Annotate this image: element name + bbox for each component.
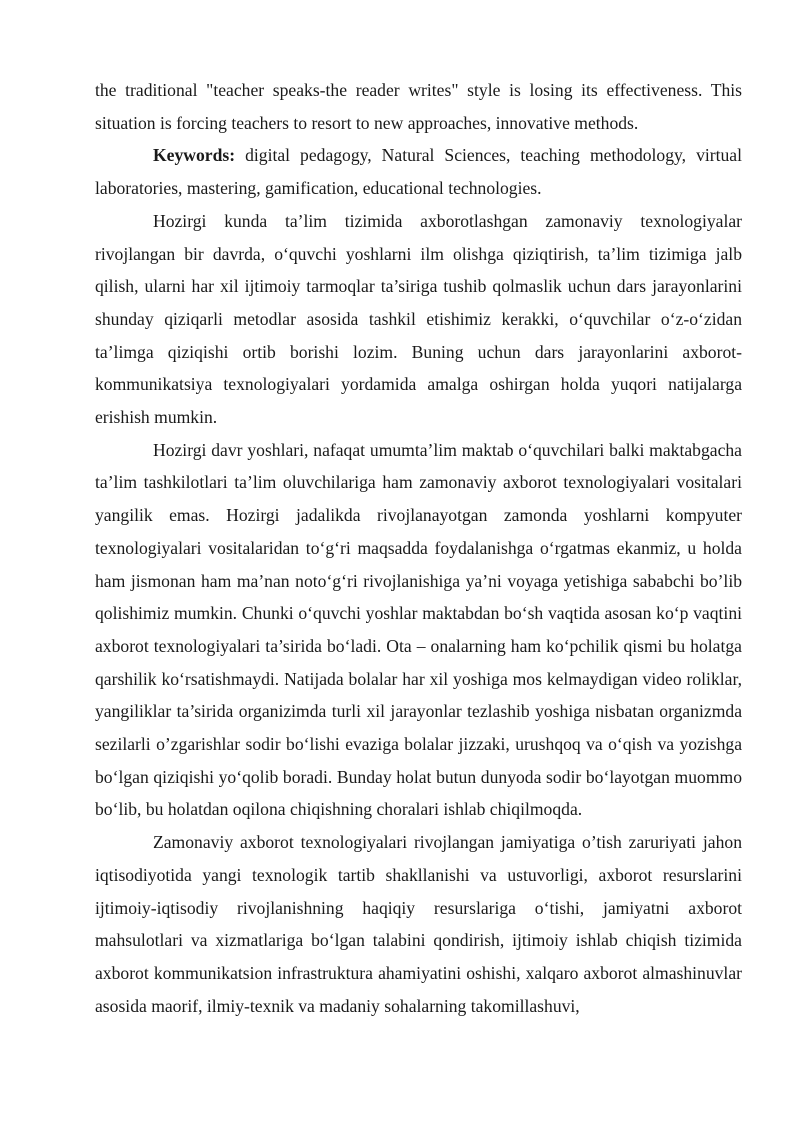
paragraph-body-1: Hozirgi kunda ta’lim tizimida axborotlashgan zamonaviy texnologiyalar rivojlangan bir davrda, o‘quvchi yoshlarni ilm olishga qiziqtirish, ta’lim tizimiga jalb qilish, ularni har xil ijtimoiy tarmoqlar ta’siriga tushib qolmaslik uchun dars jarayonlarini shunday qiziqarli metodlar asosida tashkil etishimiz kerakki, o‘quvchilar o‘z-o‘zidan ta’limga qiziqishi ortib borishi lozim. Buning uchun dars jarayonlarini axborot-kommunikatsiya texnologiyalari yordamida amalga oshirgan holda yuqori natijalarga erishish mumkin. [95,210,742,428]
keywords-label: Keywords: [153,145,236,166]
keywords-text: digital pedagogy, Natural Sciences, teaching methodology, virtual laboratories, mastering, gamification, educational technologies. [95,145,742,199]
paragraph-body-3: Zamonaviy axborot texnologiyalari rivojlangan jamiyatiga o’tish zaruriyati jahon iqtisodiyotida yangi texnologik tartib shakllanishi va ustuvorligi, axborot resurslarini ijtimoiy-iqtisodiy rivojlanishning haqiqiy resurslariga o‘tishi, jamiyatni axborot mahsulotlari va xizmatlariga bo‘lgan talabini qondirish, ijtimoiy ishlab chiqish tizimida axborot kommunikatsion infrastruktura ahamiyatini oshishi, xalqaro axborot almashinuvlar asosida maorif, ilmiy-texnik va madaniy sohalarning takomillashuvi, [95,832,742,1016]
paragraph-keywords [95,139,742,204]
paragraph-abstract-end: the traditional "teacher speaks-the reader writes" style is losing its effectiveness. This situation is forcing teachers to resort to new approaches, innovative methods. [95,80,742,133]
document-page [95,74,742,1022]
paragraph-body-2: Hozirgi davr yoshlari, nafaqat umumta’lim maktab o‘quvchilari balki maktabgacha ta’lim tashkilotlari ta’lim oluvchilariga ham zamonaviy axborot texnologiyalari vositalari yangilik emas. Hozirgi jadalikda rivojlanayotgan zamonda yoshlarni kompyuter texnologiyalari vositalaridan to‘g‘ri maqsadda foydalanishga o‘rgatmas ekanmiz, u holda ham jismonan ham ma’nan noto‘g‘ri rivojlanishiga ya’ni voyaga yetishiga sababchi bo’lib qolishimiz mumkin. Chunki o‘quvchi yoshlar maktabdan bo‘sh vaqtida asosan ko‘p vaqtini axborot texnologiyalari ta’sirida bo‘ladi. Ota – onalarning ham ko‘pchilik qismi bu holatga qarshilik ko‘rsatishmaydi. Natijada bolalar har xil yoshiga mos kelmaydigan video roliklar, yangiliklar ta’sirida organizimda turli xil jarayonlar tezlashib yoshiga nisbatan organizmda sezilarli o’zgarishlar sodir bo‘lishi evaziga bolalar jizzaki, urushqoq va o‘qish va yozishga bo‘lgan qiziqishi yo‘qolib boradi. Bunday holat butun dunyoda sodir bo‘layotgan muommo bo‘lib, bu holatdan oqilona chiqishning choralari ishlab chiqilmoqda. [95,439,742,820]
